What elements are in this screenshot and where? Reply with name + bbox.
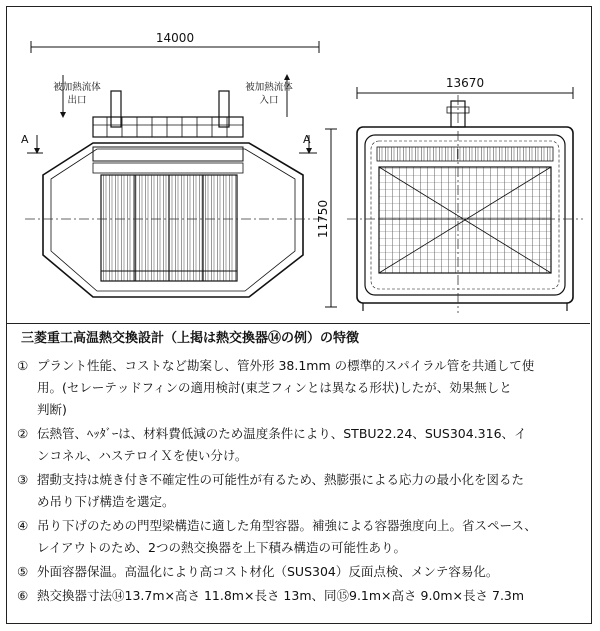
- right-section-view: [316, 76, 583, 313]
- right-height-dimension: 11750: [316, 199, 330, 239]
- section-mark-right: A: [303, 133, 311, 146]
- notes-title: 三菱重工高温熱交換設計（上掲は熱交換器⑭の例）の特徴: [21, 331, 360, 346]
- left-side-view: [21, 31, 325, 297]
- inlet-label-line1: 被加熱流体: [245, 82, 293, 93]
- outlet-label-line2: 出口: [67, 95, 87, 106]
- heat-exchanger-drawing: [7, 7, 593, 323]
- item-text: 吊り下げのための門型梁構造に適した角型容器。補強による容器強度向上。省スペース、: [37, 518, 537, 533]
- item-text: レイアウトのため、2つの熱交換器を上下積み構造の可能性あり。: [37, 540, 406, 555]
- outlet-label-line1: 被加熱流体: [53, 82, 101, 93]
- feature-item-3: [17, 469, 583, 513]
- features-notes: [17, 329, 583, 609]
- section-divider: [7, 323, 590, 324]
- item-text: 判断): [37, 402, 67, 417]
- item-mark: ⑤: [17, 564, 29, 579]
- item-text: ンコネル、ハステロイＸを使い分け。: [37, 448, 248, 463]
- inlet-label-line2: 入口: [259, 95, 279, 106]
- item-mark: ⑥: [17, 588, 29, 603]
- feature-item-5: [17, 561, 583, 583]
- section-mark-left: A: [21, 133, 29, 146]
- item-text: 摺動支持は焼き付き不確定性の可能性が有るため、熱膨張による応力の最小化を図るた: [37, 472, 525, 487]
- right-width-dimension: 13670: [445, 76, 485, 90]
- item-text: 熱交換器寸法⑭13.7m×高さ 11.8m×長さ 13m、同⑮9.1m×高さ 9.0m×長さ 7.3m: [37, 588, 525, 603]
- item-mark: ②: [17, 426, 29, 441]
- inlet-nozzle: [219, 91, 229, 127]
- outlet-nozzle: [111, 91, 121, 127]
- item-text: プラント性能、コストなど勘案し、管外形 38.1mm の標準的スパイラル管を共通して使: [37, 358, 535, 373]
- feature-item-1: [17, 355, 583, 421]
- item-text: 用。(セレーテッドフィンの適用検討(東芝フィンとは異なる形状)したが、効果無しと: [37, 380, 512, 395]
- item-mark: ①: [17, 358, 29, 373]
- figure-frame: [6, 6, 592, 624]
- item-mark: ③: [17, 472, 29, 487]
- feature-item-6: [17, 585, 583, 607]
- item-text: め吊り下げ構造を選定。: [37, 494, 175, 509]
- left-width-dimension: 14000: [155, 31, 195, 45]
- item-text: 外面容器保温。高温化により高コスト材化（SUS304）反面点検、メンテ容易化。: [37, 564, 499, 579]
- item-mark: ④: [17, 518, 29, 533]
- feature-item-4: [17, 515, 583, 559]
- item-text: 伝熱管、ﾍｯﾀﾞｰは、材料費低減のため温度条件により、STBU22.24、SUS304.316、イ: [37, 426, 527, 441]
- feature-item-2: [17, 423, 583, 467]
